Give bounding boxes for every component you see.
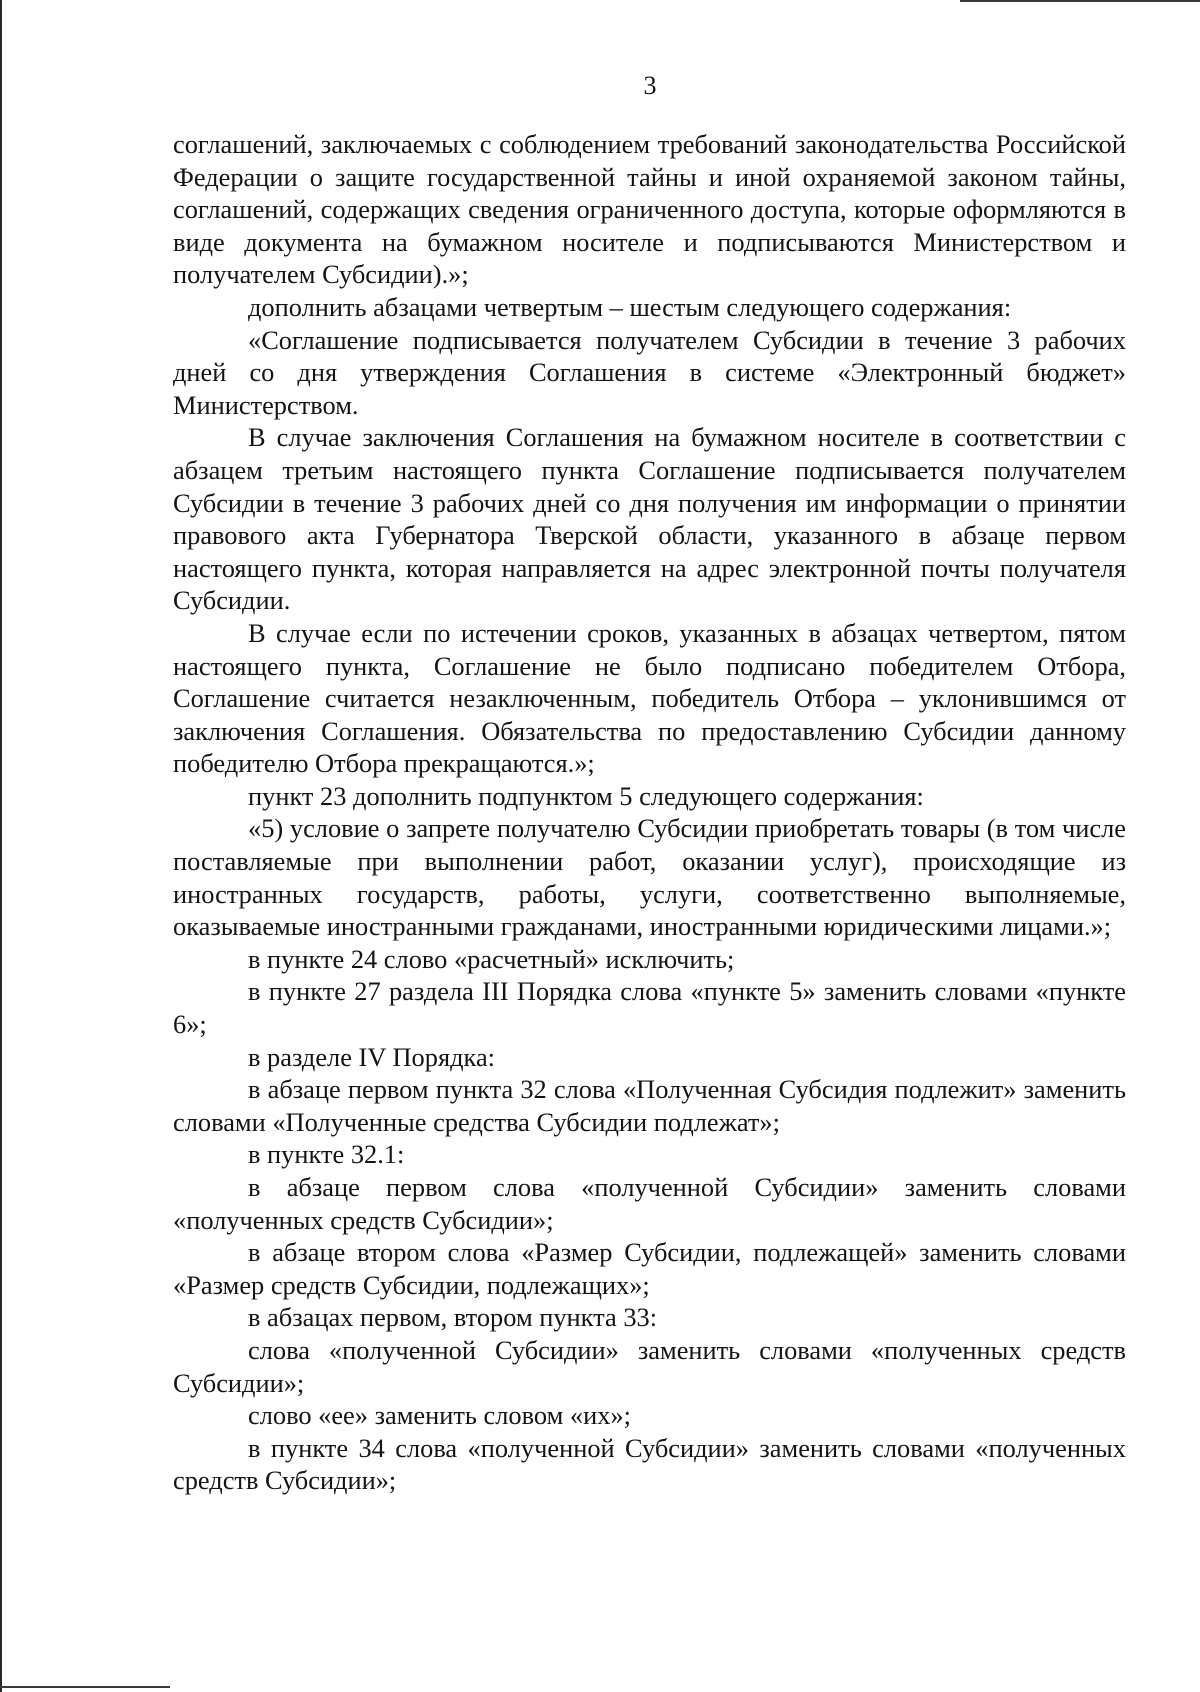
paragraph-11: в абзаце первом пункта 32 слова «Полученная Субсидия подлежит» заменить словами «Полученные средства Субсидии подлежат»;: [173, 1074, 1126, 1137]
paragraph-12: в пункте 32.1:: [248, 1139, 405, 1170]
paragraph-9: в пункте 27 раздела III Порядка слова «пункте 5» заменить словами «пункте 6»;: [173, 976, 1126, 1040]
paragraph-16: слова «полученной Субсидии» заменить словами «полученных средств Субсидии»;: [173, 1334, 1126, 1398]
paragraph-18: в пункте 34 слова «полученной Субсидии» заменить словами «полученных средств Субсидии»;: [173, 1432, 1126, 1496]
paragraph-3: «Соглашение подписывается получателем Субсидии в течение 3 рабочих дней со дня утверждения Соглашения в системе «Электронный бюджет» Министерством.: [173, 324, 1126, 420]
paragraph-15: в абзацах первом, втором пункта 33:: [248, 1302, 658, 1333]
paragraph-10: в разделе IV Порядка:: [248, 1041, 495, 1072]
scan-edge-bottom: [0, 1686, 170, 1688]
document-body: [173, 128, 1126, 1497]
paragraph-1: соглашений, заключаемых с соблюдением требований законодательства Российской Федерации о защите государственной тайны и иной охраняемой законом тайны, соглашений, содержащих сведения ограниченного доступа, которые оформляются в виде документа на бумажном носителе и подписываются Министерством и получателем Субсидии).»;: [173, 129, 1126, 290]
paragraph-4: В случае заключения Соглашения на бумажном носителе в соответствии с абзацем третьим настоящего пункта Соглашение подписывается получателем Субсидии в течение 3 рабочих дней со дня получения им информации о принятии правового акта Губернатора Тверской области, указанного в абзаце первом настоящего пункта, которая направляется на адрес электронной почты получателя Субсидии.: [173, 422, 1126, 616]
paragraph-2: дополнить абзацами четвертым – шестым следующего содержания:: [248, 291, 1012, 322]
scan-edge-left: [0, 0, 2, 1692]
paragraph-5: В случае если по истечении сроков, указанных в абзацах четвертом, пятом настоящего пункта, Соглашение не было подписано победителем Отбора, Соглашение считается незаключенным, победитель Отбора – уклонившимся от заключения Соглашения. Обязательства по предоставлению Субсидии данному победителю Отбора прекращаются.»;: [173, 617, 1126, 779]
paragraph-13: в абзаце первом слова «полученной Субсидии» заменить словами «полученных средств Субсидии»;: [173, 1172, 1126, 1235]
scan-edge-top: [960, 0, 1200, 2]
paragraph-17: слово «ее» заменить словом «их»;: [248, 1400, 631, 1431]
page-number: 3: [643, 71, 657, 100]
paragraph-8: в пункте 24 слово «расчетный» исключить;: [248, 943, 735, 974]
paragraph-7: «5) условие о запрете получателю Субсидии приобретать товары (в том числе поставляемые при выполнении работ, оказании услуг), происходящие из иностранных государств, работы, услуги, соответственно выполняемые, оказываемые иностранными гражданами, иностранными юридическими лицами.»;: [173, 813, 1126, 942]
paragraph-14: в абзаце втором слова «Размер Субсидии, подлежащей» заменить словами «Размер средств Субсидии, подлежащих»;: [173, 1237, 1126, 1300]
paragraph-6: пункт 23 дополнить подпунктом 5 следующего содержания:: [248, 780, 924, 811]
